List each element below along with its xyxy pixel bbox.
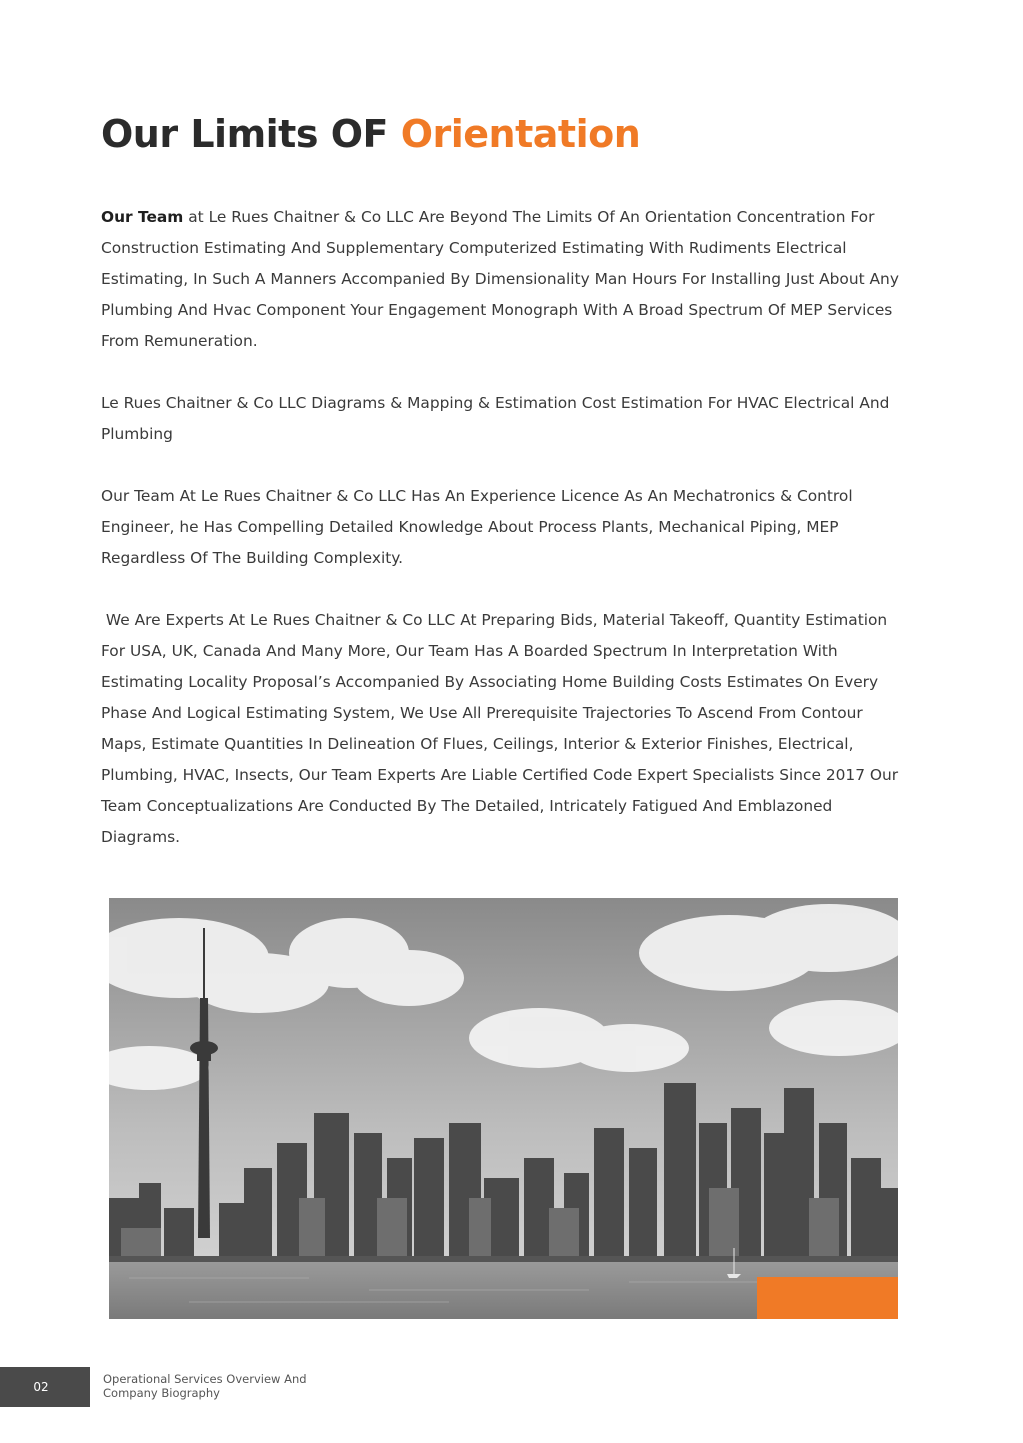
body-text bbox=[101, 202, 911, 884]
paragraph-1-text: at Le Rues Chaitner & Co LLC Are Beyond The Limits Of An Orientation Concentration For Construction Estimating And Supplementary Computerized Estimating With Rudiments Electrical Estimating, In Such A Manners Accompanied By Dimensionality Man Hours For Installing Just About Any Plumbing And Hvac Component Your Engagement Monograph With A Broad Spectrum Of MEP Services From Remuneration. bbox=[101, 208, 899, 350]
page-number: 02 bbox=[33, 1380, 49, 1394]
paragraph-4: We Are Experts At Le Rues Chaitner & Co LLC At Preparing Bids, Material Takeoff, Quantity Estimation For USA, UK, Canada And Many More, Our Team Has A Boarded Spectrum In Interpretation With Estimating Locality Proposal’s Accompanied By Associating Home Building Costs Estimates On Every Phase And Logical Estimating System, We Use All Prerequisite Trajectories To Ascend From Contour Maps, Estimate Quantities In Delineation Of Flues, Ceilings, Interior & Exterior Finishes, Electrical, Plumbing, HVAC, Insects, Our Team Experts Are Liable Certified Code Expert Specialists Since 2017 Our Team Conceptualizations Are Conducted By The Detailed, Intricately Fatigued And Emblazoned Diagrams. bbox=[101, 611, 899, 846]
paragraph-2: Le Rues Chaitner & Co LLC Diagrams & Mapping & Estimation Cost Estimation For HVAC Electrical And Plumbing bbox=[101, 394, 890, 443]
title-main: Our Limits OF bbox=[101, 112, 401, 156]
title-accent: Orientation bbox=[400, 112, 641, 156]
paragraph-1 bbox=[101, 202, 911, 357]
page-number-box bbox=[0, 1367, 90, 1407]
footer-line-2: Company Biography bbox=[103, 1386, 220, 1400]
paragraph-1-bold: Our Team bbox=[101, 208, 184, 226]
footer-caption bbox=[103, 1372, 363, 1400]
orange-accent-block bbox=[757, 1277, 898, 1319]
page-title bbox=[101, 112, 640, 156]
paragraph-3: Our Team At Le Rues Chaitner & Co LLC Has An Experience Licence As An Mechatronics & Control Engineer, he Has Compelling Detailed Knowledge About Process Plants, Mechanical Piping, MEP Regardless Of The Building Complexity. bbox=[101, 487, 853, 567]
footer-line-1: Operational Services Overview And bbox=[103, 1372, 307, 1386]
city-skyline-photo bbox=[109, 898, 898, 1319]
